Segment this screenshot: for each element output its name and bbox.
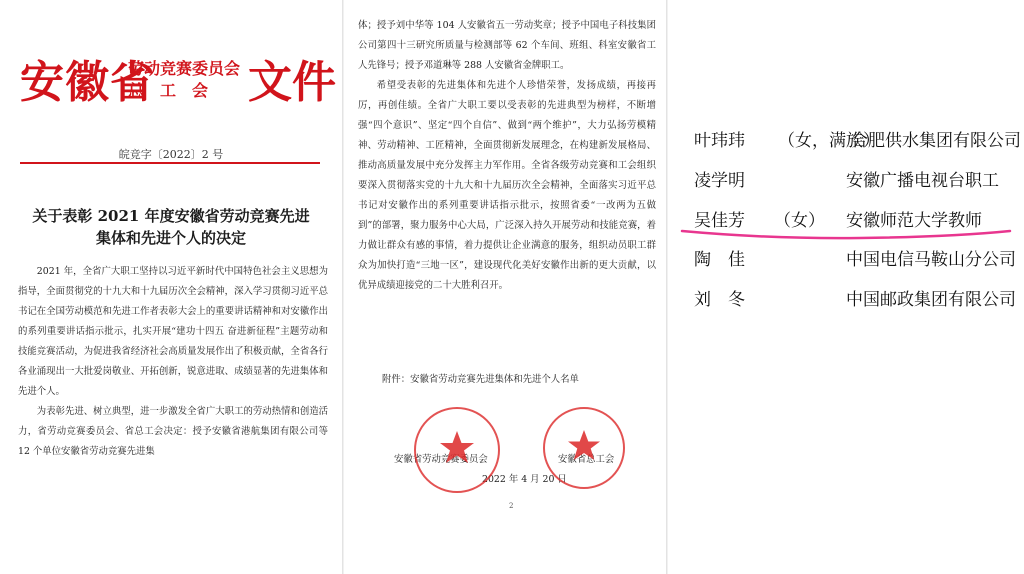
person-tag: （女）: [774, 211, 825, 231]
list-item: [668, 245, 1024, 281]
header-document-text: 文件: [248, 57, 336, 108]
official-seal-left: [414, 407, 500, 493]
list-item: [668, 166, 1024, 202]
page-number: 2: [509, 502, 514, 510]
signer-right: 安徽省总工会: [558, 454, 615, 465]
person-org: 安徽师范大学教师: [846, 211, 982, 231]
header-issuer-2: 总工会: [128, 81, 225, 100]
paragraph: 为表彰先进、树立典型，进一步激发全省广大职工的劳动热情和创造活力，省劳动竞赛委员会、省总工会决定：授予安徽省港航集团有限公司等 12 个单位安徽省劳动竞赛先进集: [18, 406, 328, 457]
paragraph: 体；授予刘中华等 104 人安徽省五一劳动奖章；授予中国电子科技集团公司第四十三研究所质量与检测部等 62 个车间、班组、科室安徽省工人先锋号；授予邓道琳等 288 人安徽省金牌职工。: [358, 20, 656, 71]
title-line-1: 关于表彰 2021 年度安徽省劳动竞赛先进: [32, 207, 310, 225]
header-issuer-1: 劳动竞赛委员会: [128, 59, 241, 78]
person-org: 合肥供水集团有限公司: [851, 131, 1021, 151]
red-divider: [20, 162, 320, 164]
list-item: [668, 126, 1024, 162]
person-name: 叶玮玮: [694, 131, 745, 151]
person-org: 安徽广播电视台职工: [846, 171, 999, 191]
paragraph: 希望受表彰的先进集体和先进个人珍惜荣誉，发扬成绩，再接再厉，再创佳绩。全省广大职工要以受表彰的先进典型为榜样，不断增强“四个意识”、坚定“四个自信”、做到“两个维护”，大力弘扬劳模精神、劳动精神、工匠精神，全面贯彻新发展理念，在构建新发展格局、推动高质量发展中充分发挥主力军作用。全省各级劳动竞赛和工会组织要深入贯彻落实党的十九大和十九届历次全会精神，全面落实习近平总书记对安徽作出的系列重要讲话指示批示，按照省委“一改两为五做到”的部署，聚力服务中心大局，广泛深入持久开展劳动和技能竞赛，着力做让群众有感的事情，着力提供让企业满意的服务，组织动员职工群众为加快打造“三地一区”，建设现代化美好安徽作出新的更大贡献，以优异成绩迎接党的二十大胜利召开。: [358, 80, 656, 291]
official-seal-right: [543, 407, 625, 489]
seal-star-icon: [545, 409, 623, 487]
person-name: 刘 冬: [694, 290, 745, 310]
person-name: 陶 佳: [694, 250, 745, 270]
person-name: 凌学明: [694, 171, 745, 191]
document-number: 皖竞字〔2022〕2 号: [118, 148, 224, 161]
header-province-text: 安徽省: [20, 57, 155, 108]
document-title: [28, 205, 314, 249]
highlight-underline: [680, 228, 1012, 242]
person-org: 中国邮政集团有限公司: [846, 290, 1016, 310]
document-page-1: [0, 0, 342, 574]
page2-body: [358, 16, 656, 296]
person-org: 中国电信马鞍山分公司: [846, 250, 1016, 270]
seal-star-icon: [416, 409, 498, 491]
signer-left: 安徽省劳动竞赛委员会: [394, 454, 488, 465]
person-tag: （女，满族）: [778, 131, 880, 151]
attachment-note: 附件：安徽省劳动竞赛先进集体和先进个人名单: [382, 374, 579, 385]
header-issuers: [128, 58, 248, 102]
sign-date: 2022 年 4 月 20 日: [482, 474, 567, 485]
title-line-2: 集体和先进个人的决定: [95, 229, 246, 247]
list-item: [668, 285, 1024, 321]
page1-body: [18, 262, 328, 462]
paragraph: 2021 年，全省广大职工坚持以习近平新时代中国特色社会主义思想为指导，全面贯彻党的十九大和十九届历次全会精神，深入学习贯彻习近平总书记在全国劳动模范和先进工作者表彰大会上的重要讲话精神和对安徽作出的系列重要讲话指示批示，扎实开展“建功十四五 奋进新征程”主题劳动和技能竞赛活动，为促进我省经济社会高质量发展作出了积极贡献，全省各行各业涌现出一大批爱岗敬业、开拓创新，锐意进取、成绩显著的先进集体和先进个人。: [18, 266, 328, 397]
document-page-3: [668, 0, 1024, 574]
person-name: 吴佳芳: [694, 211, 745, 231]
